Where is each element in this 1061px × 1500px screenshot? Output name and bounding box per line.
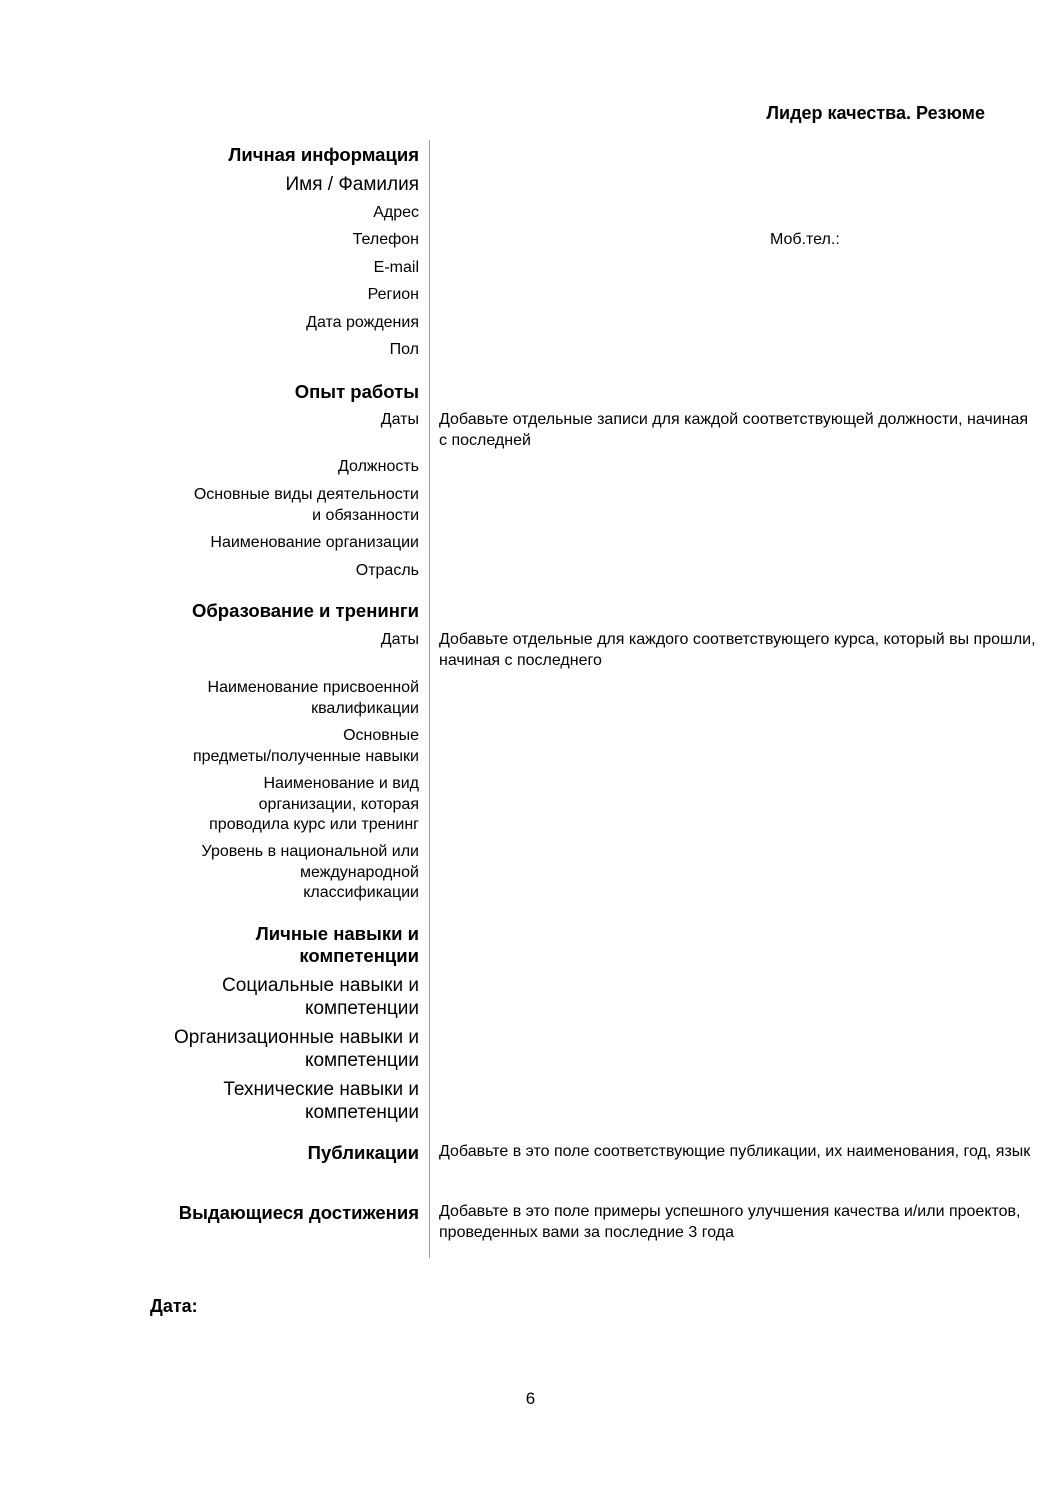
technical-skills-label: Технические навыки и компетенции: [223, 1079, 419, 1123]
section-heading-work: Опыт работы: [294, 381, 419, 402]
page-number: 6: [525, 1389, 536, 1408]
section-heading-personal: Личная информация: [228, 144, 419, 165]
section-heading-publications: Публикации: [307, 1142, 419, 1163]
provider-label: Наименование и вид организации, которая проводила курс или тренинг: [209, 775, 419, 833]
section-heading-achievements: Выдающиеся достижения: [178, 1202, 419, 1223]
address-label: Адрес: [373, 204, 419, 221]
phone-label: Телефон: [352, 231, 419, 248]
email-label: E-mail: [373, 259, 419, 276]
organizational-skills-label: Организационные навыки и компетенции: [174, 1027, 419, 1071]
position-label: Должность: [338, 458, 419, 475]
organization-label: Наименование организации: [210, 534, 419, 551]
education-dates-label: Даты: [380, 631, 419, 648]
achievements-hint: Добавьте в это поле примеры успешного улучшения качества и/или проектов, проведенных вами за последние 3 года: [439, 1203, 1021, 1241]
education-dates-hint: Добавьте отдельные для каждого соответствующего курса, который вы прошли, начиная с последнего: [439, 631, 1036, 669]
qualification-label: Наименование присвоенной квалификации: [207, 679, 419, 717]
column-divider: [429, 140, 430, 1258]
section-heading-skills: Личные навыки и компетенции: [255, 923, 419, 966]
level-label: Уровень в национальной или международной классификации: [201, 843, 419, 901]
work-dates-label: Даты: [380, 411, 419, 428]
publications-hint: Добавьте в это поле соответствующие публикации, их наименования, год, язык: [439, 1143, 1031, 1160]
mobile-label: Моб.тел.:: [770, 231, 840, 248]
name-label: Имя / Фамилия: [285, 174, 419, 195]
social-skills-label: Социальные навыки и компетенции: [222, 975, 419, 1019]
region-label: Регион: [367, 286, 419, 303]
date-label: Дата:: [150, 1296, 198, 1316]
work-dates-hint: Добавьте отдельные записи для каждой соответствующей должности, начиная с последней: [439, 411, 1029, 449]
birthdate-label: Дата рождения: [306, 314, 419, 331]
industry-label: Отрасль: [355, 562, 419, 579]
section-heading-education: Образование и тренинги: [191, 600, 419, 621]
subjects-label: Основные предметы/полученные навыки: [192, 727, 419, 765]
gender-label: Пол: [389, 341, 419, 358]
document-title: Лидер качества. Резюме: [766, 103, 985, 123]
activities-label: Основные виды деятельности и обязанности: [193, 486, 419, 524]
